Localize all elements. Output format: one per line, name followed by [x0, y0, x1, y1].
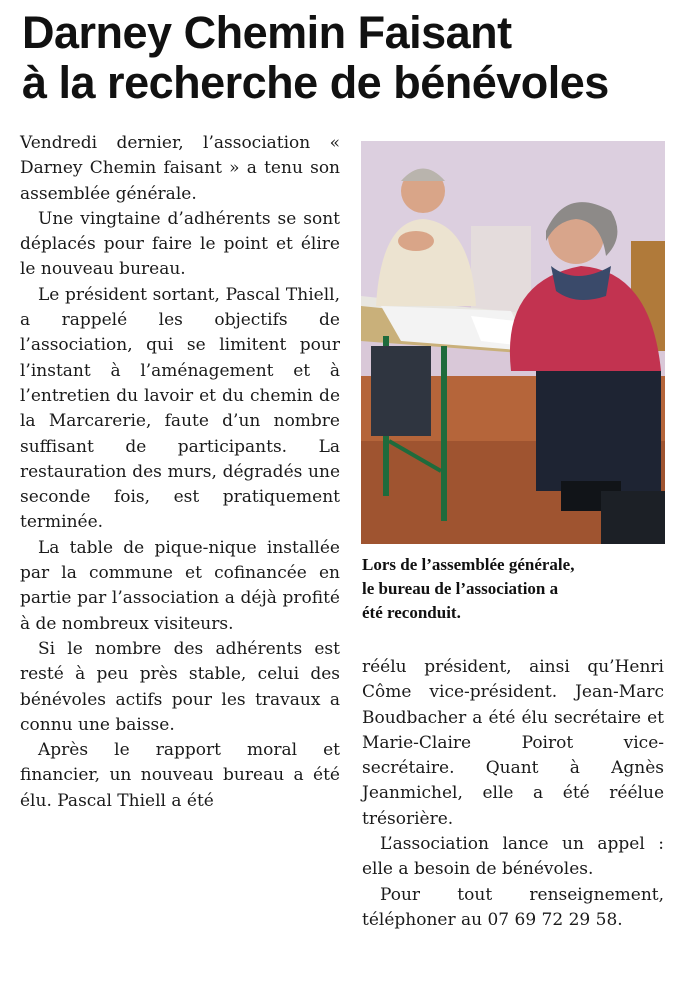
paragraph: Après le rapport moral et financier, un nouveau bureau a été élu. Pascal Thiell a été — [20, 740, 340, 811]
paragraph: L’association lance un appel : elle a besoin de bénévoles. — [362, 834, 664, 880]
caption-line: été reconduit. — [362, 603, 461, 622]
article-photo — [361, 141, 665, 544]
caption-line: Lors de l’assemblée générale, — [362, 555, 575, 574]
headline-line-1: Darney Chemin Faisant — [22, 7, 512, 58]
headline — [22, 8, 682, 108]
paragraph: Une vingtaine d’adhérents se sont déplacés pour faire le point et élire le nouveau bureau. — [20, 208, 340, 280]
photo-illustration — [361, 141, 665, 544]
paragraph: Vendredi dernier, l’association « Darney Chemin faisant » a tenu son assemblée générale. — [20, 133, 340, 204]
paragraph: Si le nombre des adhérents est resté à peu près stable, celui des bénévoles actifs pour les travaux a connu une baisse. — [20, 638, 340, 735]
paragraph: La table de pique-nique installée par la commune et cofinancée en partie par l’association a déjà profité à de nombreux visiteurs. — [20, 537, 340, 634]
headline-line-2: à la recherche de bénévoles — [22, 57, 609, 108]
caption-line: le bureau de l’association a — [362, 579, 559, 598]
paragraph: Le président sortant, Pascal Thiell, a rappelé les objectifs de l’association, qui se limitent pour l’instant à l’aménagement et à l’entretien du lavoir et du chemin de la Marcarerie, faute d’un nombre suffisant de participants. La restauration des murs, dégradés une seconde fois, est pratiquement terminée. — [20, 284, 340, 533]
photo-caption — [362, 553, 667, 625]
article-column-left — [20, 131, 340, 814]
paragraph: réélu président, ainsi qu’Henri Côme vice-président. Jean-Marc Boudbacher a été élu secrétaire et Marie-Claire Poirot vice-secrétaire. Quant à Agnès Jeanmichel, elle a été réélue trésorière. — [362, 657, 664, 829]
article-column-right — [362, 655, 664, 933]
paragraph: Pour tout renseignement, téléphoner au 07 69 72 29 58. — [362, 884, 664, 930]
